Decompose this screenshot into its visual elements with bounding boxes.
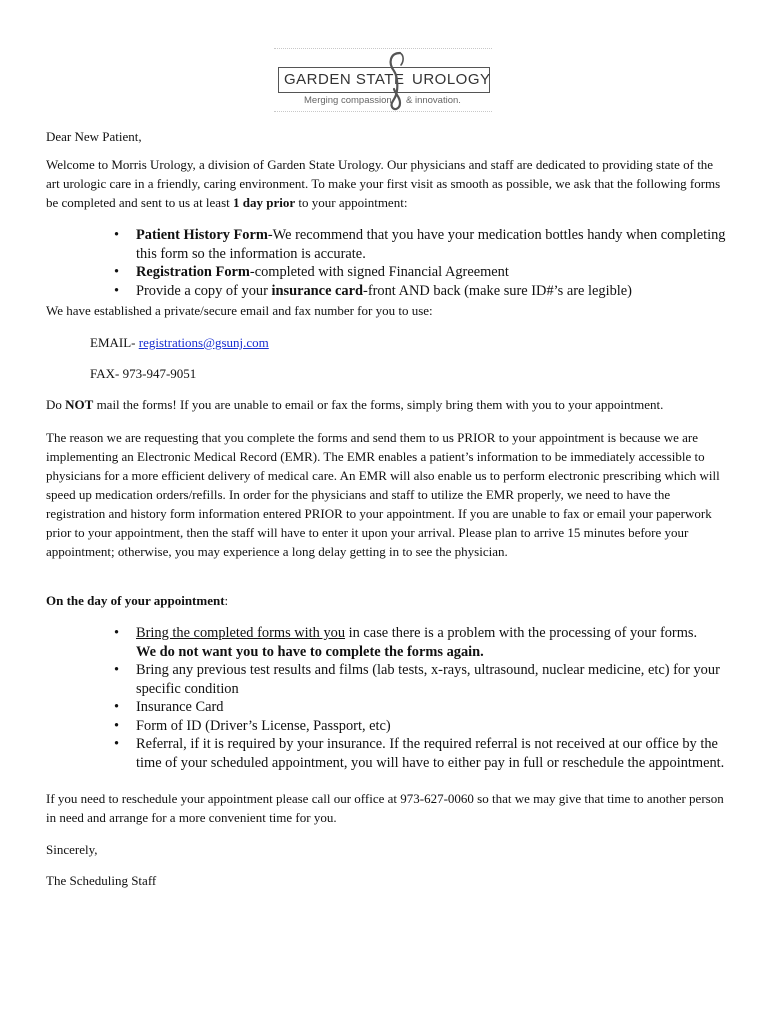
fax-line: FAX- 973-947-9051: [90, 366, 197, 381]
email-line: [90, 333, 770, 352]
list-item: [46, 282, 736, 301]
bring-forms-underlined: Bring the completed forms with you: [136, 625, 346, 641]
email-label: EMAIL-: [90, 335, 139, 350]
signature: The Scheduling Staff: [46, 873, 157, 888]
list-item: [46, 661, 736, 698]
bring-forms-bold: We do not want you to have to complete the forms again.: [136, 643, 484, 660]
list-item: [46, 735, 736, 772]
logo-name-right: UROLOGY: [412, 71, 491, 88]
form-name: Patient History Form: [136, 227, 268, 243]
list-item: [46, 624, 736, 661]
intro-text-end: to your appointment:: [295, 195, 408, 210]
logo-tagline-right: & innovation.: [406, 95, 461, 106]
day-of-heading-colon: :: [224, 593, 229, 608]
notice-text: Do: [46, 397, 66, 412]
list-item: [46, 226, 736, 263]
form-name: insurance card: [271, 282, 364, 299]
day-of-heading: [46, 591, 726, 610]
do-not-mail-notice: [46, 395, 726, 414]
insurance-text: Insurance Card: [136, 699, 224, 715]
id-text: Form of ID (Driver’s License, Passport, etc): [136, 717, 391, 734]
form-description: -front AND back (make sure ID#’s are legible): [363, 282, 632, 299]
intro-paragraph: [46, 155, 726, 212]
intro-bold: 1 day prior: [233, 195, 296, 210]
contact-intro: We have established a private/secure email and fax number for you to use:: [46, 303, 433, 318]
list-item: [46, 263, 736, 282]
greeting: Dear New Patient,: [46, 129, 142, 144]
logo-tagline-left: Merging compassion: [304, 95, 392, 106]
forms-list: [46, 226, 736, 300]
day-of-heading-bold: On the day of your appointment: [46, 593, 225, 608]
referral-text: Referral, if it is required by your insurance. If the required referral is not received at our office by the time of your scheduled appointment, you will have to either pay in full or reschedule the appointment.: [136, 736, 725, 771]
logo-name-left: GARDEN STATE: [284, 71, 405, 88]
form-description: -completed with signed Financial Agreement: [249, 264, 509, 280]
reschedule-paragraph: If you need to reschedule your appointment please call our office at 973-627-0060 so that we may give that time to another person in need and arrange for a more convenient time for you.: [46, 791, 724, 825]
form-description: -We recommend that you have your medication bottles handy when completing this form so the information is accurate.: [136, 227, 726, 262]
list-item: [46, 698, 736, 717]
intro-text: Welcome to Morris Urology, a division of Garden State Urology. Our physicians and staff are dedicated to providing state of the art urologic care in a friendly, caring environment. To make your first visit as smooth as possible, we ask that the following forms be completed and sent to us at least: [46, 157, 721, 210]
form-prefix: Provide a copy of your: [136, 282, 272, 299]
form-name: Registration Form: [136, 264, 250, 280]
tests-text: Bring any previous test results and films (lab tests, x-rays, ultrasound, nuclear medicine, etc) for your specific condition: [136, 662, 720, 697]
notice-bold: NOT: [65, 397, 94, 412]
email-link[interactable]: registrations@gsunj.com: [138, 335, 269, 350]
day-of-checklist: [46, 624, 736, 772]
bring-forms-text: in case there is a problem with the processing of your forms.: [345, 625, 698, 641]
emr-explanation-paragraph: The reason we are requesting that you complete the forms and send them to us PRIOR to your appointment is because we are implementing an Electronic Medical Record (EMR). The EMR enables a patient’s information to be immediately accessible to physicians for a more efficient delivery of medical care. An EMR will also enable us to perform electronic prescribing which will speed up medication orders/refills. In order for the physicians and staff to utilize the EMR properly, we need to have the registration and history form information entered PRIOR to your appointment. If you are unable to fax or email your paperwork prior to your appointment, then the staff will have to enter it upon your arrival. Please plan to arrive 15 minutes before your appointment; otherwise, you may experience a long delay getting in to see the physician.: [46, 430, 720, 559]
notice-text-end: mail the forms! If you are unable to email or fax the forms, simply bring them with you to your appointment.: [93, 397, 664, 412]
company-logo: [274, 48, 492, 112]
list-item: [46, 717, 736, 736]
closing: Sincerely,: [46, 842, 98, 857]
